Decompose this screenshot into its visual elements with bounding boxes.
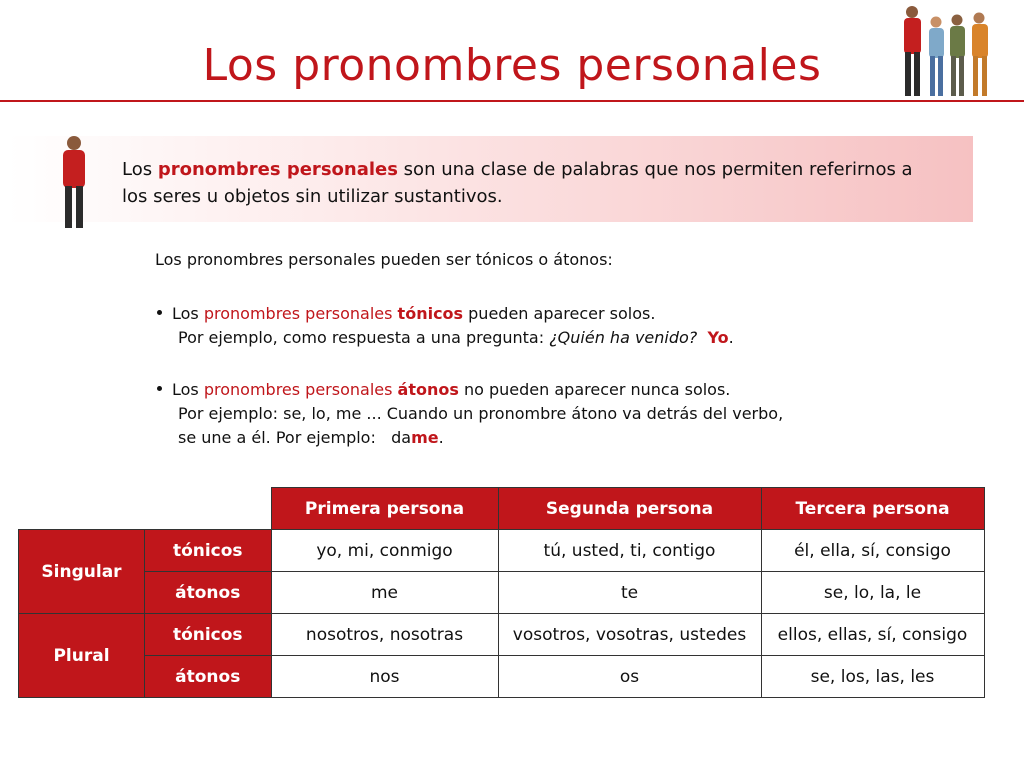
title-divider (0, 100, 1024, 102)
table-cell: yo, mi, conmigo (271, 530, 498, 572)
table-cell: te (498, 572, 761, 614)
group-label-plural: Plural (19, 614, 145, 698)
highlight-term: pronombres personales (157, 159, 398, 180)
row-type-label: átonos (145, 572, 272, 614)
definition-text: Los pronombres personales son una clase de palabras que nos permiten referirnos a los seres u objetos sin utilizar sustantivos. (122, 159, 913, 207)
bullet-tonic: Los pronombres personales tónicos pueden aparecer solos. Por ejemplo, como respuesta a una pregunta: ¿Quién ha venido? Yo. (155, 302, 734, 350)
row-type-label: átonos (145, 656, 272, 698)
page-title: Los pronombres personales (202, 40, 822, 91)
column-header: Segunda persona (498, 488, 761, 530)
table-cell: él, ella, sí, consigo (761, 530, 984, 572)
group-of-people-image (896, 4, 1000, 102)
group-label-singular: Singular (19, 530, 145, 614)
table-cell: ellos, ellas, sí, consigo (761, 614, 984, 656)
bullet-dot-icon (157, 386, 162, 391)
tonic-atonic-intro: Los pronombres personales pueden ser tónicos o átonos: (155, 250, 613, 269)
table-cell: vosotros, vosotras, ustedes (498, 614, 761, 656)
column-header: Primera persona (271, 488, 498, 530)
row-type-label: tónicos (145, 614, 272, 656)
bullet-atonic: Los pronombres personales átonos no pueden aparecer nunca solos. Por ejemplo: se, lo, me ... Cuando un pronombre átono va detrás del verbo, se une a él. Por ejemplo: dame. (155, 378, 783, 450)
pronouns-table (18, 487, 985, 698)
table-row (19, 530, 985, 572)
table-row (19, 572, 985, 614)
table-cell: nos (271, 656, 498, 698)
table-cell: nosotros, nosotras (271, 614, 498, 656)
table-cell: se, los, las, les (761, 656, 984, 698)
person-figure (904, 6, 921, 96)
bullet-dot-icon (157, 310, 162, 315)
table-cell: me (271, 572, 498, 614)
person-figure (950, 15, 965, 97)
table-cell: tú, usted, ti, contigo (498, 530, 761, 572)
row-type-label: tónicos (145, 530, 272, 572)
person-figure (972, 13, 988, 97)
table-row (19, 656, 985, 698)
table-cell: se, lo, la, le (761, 572, 984, 614)
table-header-row (19, 488, 985, 530)
person-figure (929, 17, 944, 97)
table-cell: os (498, 656, 761, 698)
column-header: Tercera persona (761, 488, 984, 530)
person-figure-image (56, 134, 92, 230)
table-row (19, 614, 985, 656)
